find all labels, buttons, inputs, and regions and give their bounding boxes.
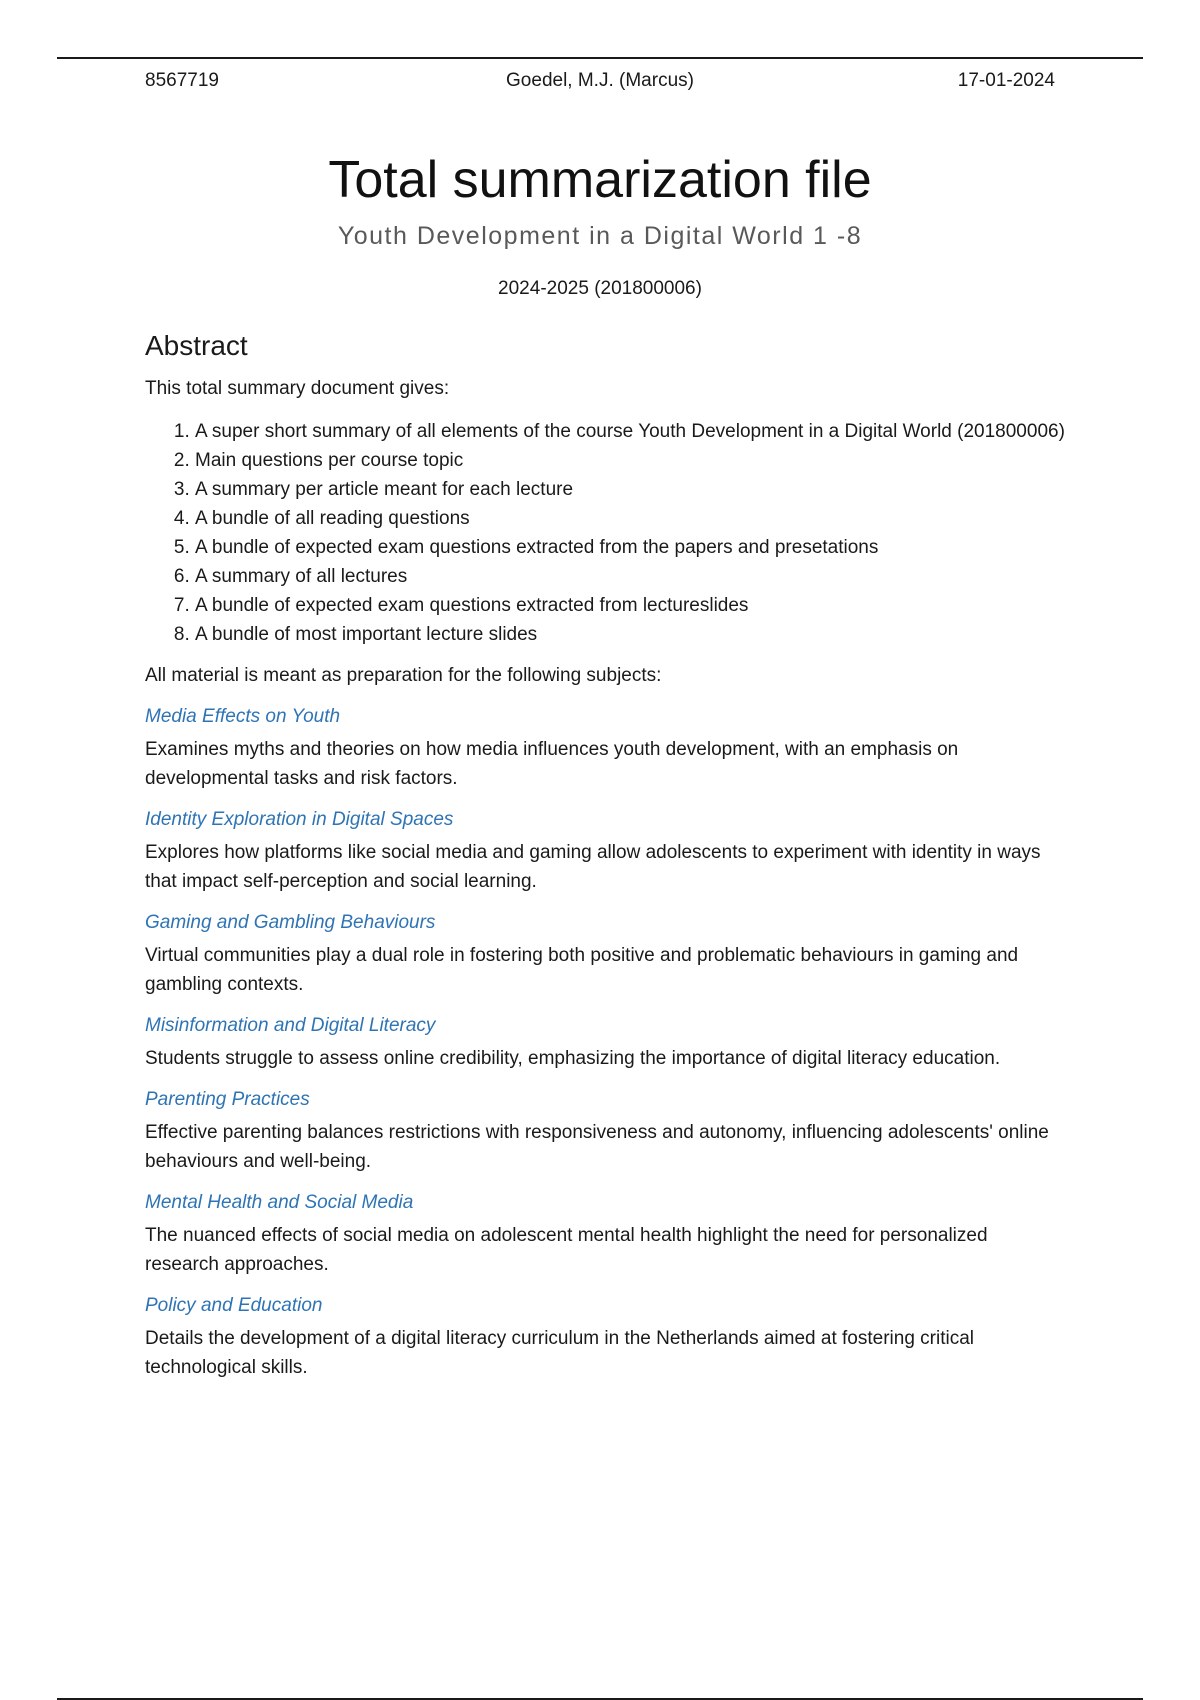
list-item: 7. A bundle of expected exam questions extracted from lectureslides [195,591,1065,620]
document-date: 17-01-2024 [957,70,1055,91]
abstract-intro: This total summary document gives: [145,378,450,399]
header-rule [57,57,1143,59]
subject-description: Students struggle to assess online credibility, emphasizing the importance of digital literacy education. [145,1048,1001,1069]
list-item: 2. Main questions per course topic [195,446,1065,475]
subject-section [145,702,1065,793]
subject-heading: Parenting Practices [145,1089,310,1110]
list-item: 1. A super short summary of all elements of the course Youth Development in a Digital World (201800006) [195,417,1065,446]
document-body [145,328,1065,1394]
page-header [145,70,1055,98]
author-name: Goedel, M.J. (Marcus) [506,70,694,91]
document-title: Total summarization file [328,151,872,209]
subject-section [145,1085,1065,1176]
subject-heading: Media Effects on Youth [145,706,341,727]
subject-heading: Identity Exploration in Digital Spaces [145,809,454,830]
subject-heading: Mental Health and Social Media [145,1192,414,1213]
subject-description: Explores how platforms like social media and gaming allow adolescents to experiment with identity in ways that impact self-perception and social learning. [145,842,1041,892]
subject-section [145,1291,1065,1382]
contents-list [145,417,1065,649]
abstract-heading: Abstract [145,330,248,361]
subject-description: Examines myths and theories on how media influences youth development, with an emphasis on developmental tasks and risk factors. [145,739,959,789]
subject-description: Virtual communities play a dual role in fostering both positive and problematic behaviours in gaming and gambling contexts. [145,945,1019,995]
list-item: 8. A bundle of most important lecture slides [195,620,1065,649]
student-id: 8567719 [145,70,219,91]
subject-heading: Policy and Education [145,1295,323,1316]
list-item: 6. A summary of all lectures [195,562,1065,591]
document-subtitle: Youth Development in a Digital World 1 -8 [337,222,863,250]
subject-description: Effective parenting balances restrictions with responsiveness and autonomy, influencing adolescents' online behaviours and well-being. [145,1122,1049,1172]
course-year-code: 2024-2025 (201800006) [498,278,702,299]
list-item: 5. A bundle of expected exam questions extracted from the papers and presetations [195,533,1065,562]
subject-heading: Misinformation and Digital Literacy [145,1015,436,1036]
subject-description: The nuanced effects of social media on adolescent mental health highlight the need for personalized research approaches. [145,1225,988,1275]
subject-section [145,1011,1065,1073]
list-item: 4. A bundle of all reading questions [195,504,1065,533]
subject-heading: Gaming and Gambling Behaviours [145,912,436,933]
subject-description: Details the development of a digital literacy curriculum in the Netherlands aimed at fostering critical technological skills. [145,1328,975,1378]
subject-section [145,805,1065,896]
list-item: 3. A summary per article meant for each lecture [195,475,1065,504]
material-intro: All material is meant as preparation for the following subjects: [145,665,662,686]
subject-section [145,1188,1065,1279]
subject-section [145,908,1065,999]
